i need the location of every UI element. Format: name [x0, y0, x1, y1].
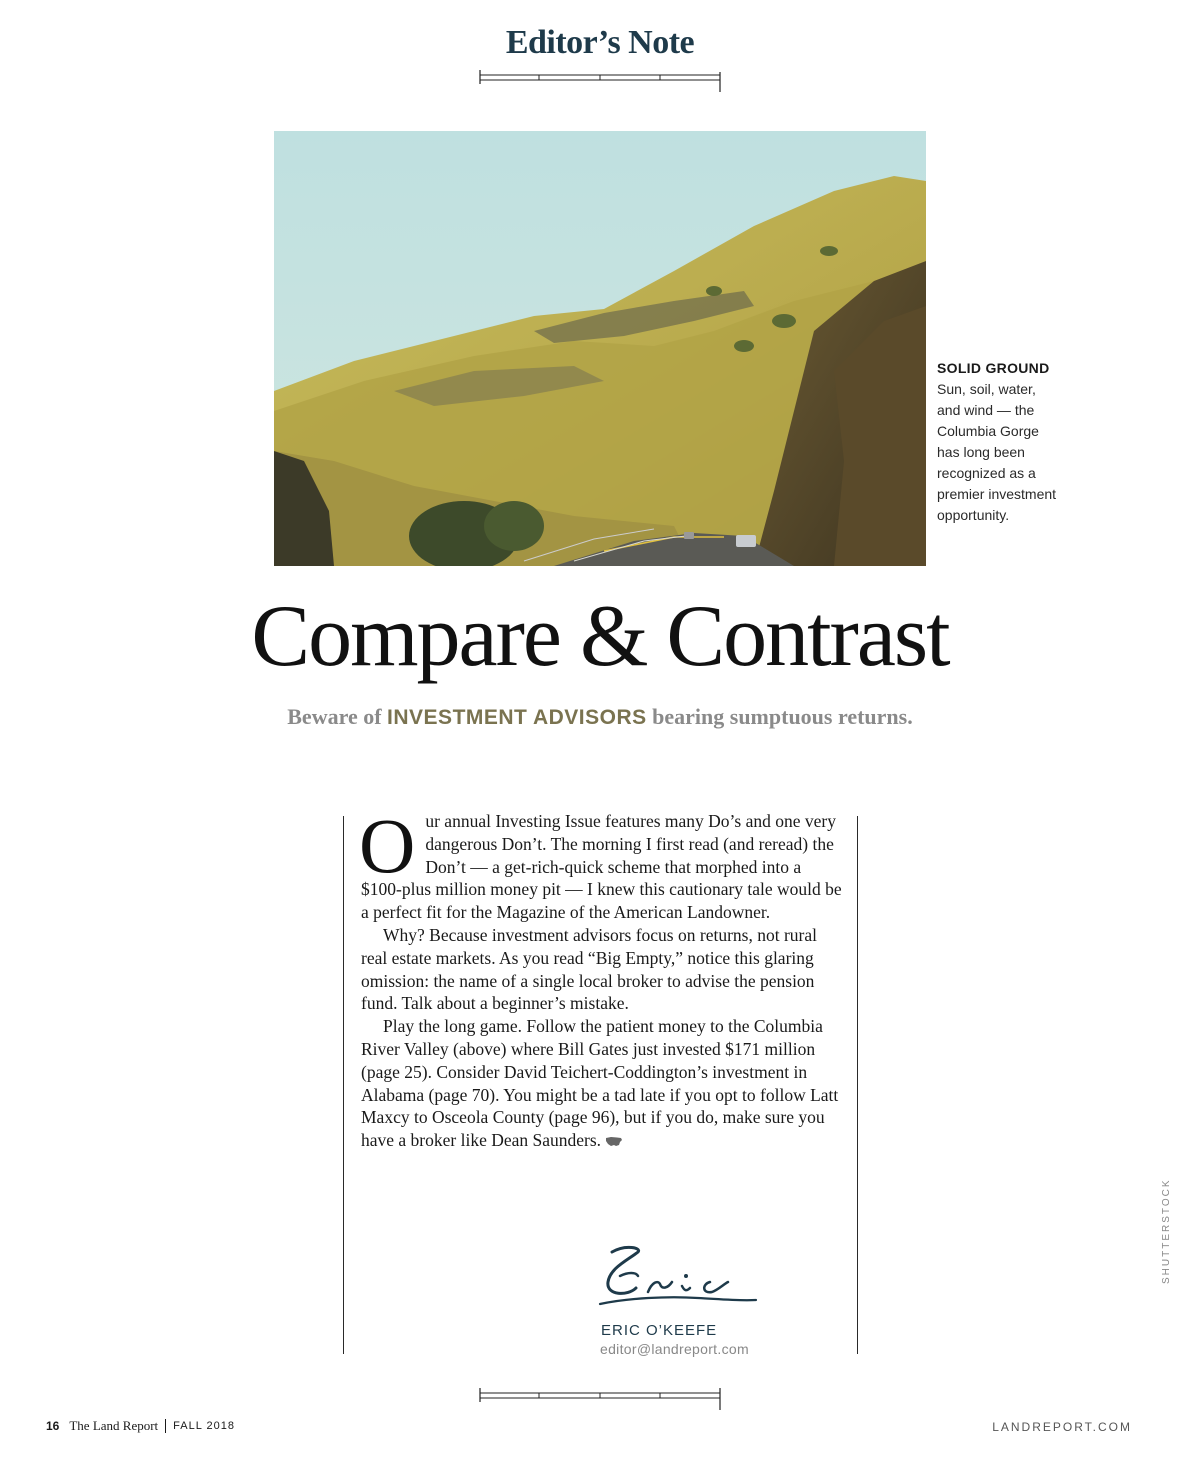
- deck-accent: INVESTMENT ADVISORS: [387, 706, 647, 729]
- page-number: 16: [46, 1419, 60, 1433]
- paragraph-2: Why? Because investment advisors focus on returns, not rural real estate markets. As you read “Big Empty,” notice this glaring omission: the name of a single local broker to advise the pension fund. Talk about a beginner’s mistake.: [361, 924, 817, 1014]
- columbia-gorge-photo: [274, 131, 926, 566]
- deck-after: bearing sumptuous returns.: [652, 704, 913, 729]
- caption-line: and wind — the: [937, 402, 1035, 418]
- caption-line: Sun, soil, water,: [937, 381, 1036, 397]
- bottom-ornament-rule: [479, 1388, 721, 1410]
- caption-line: opportunity.: [937, 507, 1010, 523]
- editor-email-link[interactable]: editor@landreport.com: [600, 1341, 749, 1357]
- page-footer: [46, 1418, 235, 1434]
- landscape-photo-icon: [274, 131, 926, 566]
- deck-before: Beware of: [287, 704, 382, 729]
- paragraph-3: [361, 1015, 843, 1152]
- paragraph-1-text: ur annual Investing Issue features many Do’s and one very dangerous Don’t. The morning I first read (and reread) the Don’t — a get-rich-quick scheme that morphed into a $100-plus million money pit — I knew this cautionary tale would be a perfect fit for the Magazine of the American Landowner.: [361, 811, 842, 923]
- photo-caption: [937, 358, 1077, 526]
- caption-line: has long been: [937, 444, 1025, 460]
- caption-line: recognized as a: [937, 465, 1036, 481]
- caption-line: premier investment: [937, 486, 1057, 502]
- caption-line: Columbia Gorge: [937, 423, 1039, 439]
- paragraph-1: [359, 802, 843, 924]
- top-ornament-rule: [479, 70, 721, 92]
- article-headline: Compare & Contrast: [251, 588, 949, 685]
- footer-divider: [165, 1419, 166, 1433]
- article-body: [359, 802, 843, 1152]
- column-rule-right: [857, 816, 858, 1354]
- paragraph-3-text: Play the long game. Follow the patient money to the Columbia River Valley (above) where Bill Gates just invested $171 million (page 25). Consider David Teichert-Coddington’s investment in Alabama (page 70). You might be a tad late if you opt to follow Latt Maxcy to Osceola County (page 96), but if you do, make sure you have a broker like Dean Saunders.: [361, 1016, 839, 1151]
- website-link[interactable]: LANDREPORT.COM: [992, 1420, 1132, 1434]
- caption-title: SOLID GROUND: [937, 360, 1050, 376]
- section-title: Editor’s Note: [505, 24, 695, 61]
- article-deck: [0, 704, 1200, 730]
- issue-label: FALL 2018: [173, 1420, 235, 1432]
- photo-credit: SHUTTERSTOCK: [1161, 1178, 1172, 1284]
- drop-cap: O: [359, 802, 416, 889]
- column-rule-left: [343, 816, 344, 1354]
- magazine-name: The Land Report: [69, 1418, 159, 1433]
- editor-name: ERIC O’KEEFE: [601, 1322, 718, 1339]
- editor-signature: [598, 1238, 760, 1318]
- usa-map-end-icon: [605, 1136, 623, 1148]
